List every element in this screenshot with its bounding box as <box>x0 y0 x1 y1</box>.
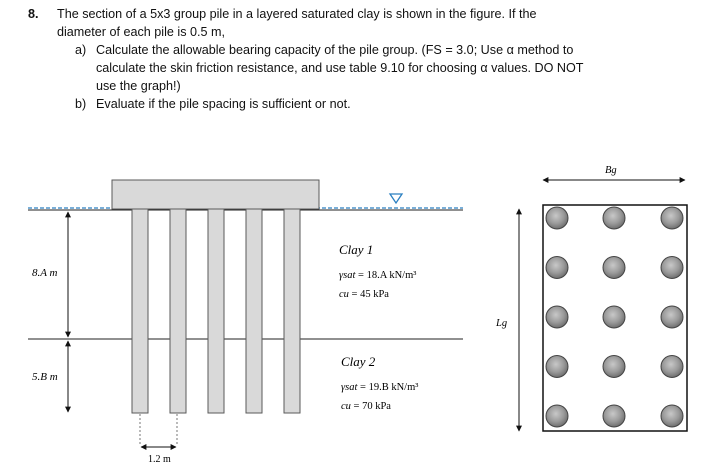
depth-label-layer1: 8.A m <box>32 267 58 279</box>
part-b-line-1: Evaluate if the pile spacing is sufficient or not. <box>96 97 351 111</box>
bg-label: Bg <box>605 165 617 176</box>
clay2-cu <box>341 401 391 412</box>
pile-1 <box>132 209 148 413</box>
plan-pile-r4-c1 <box>546 356 568 378</box>
plan-view <box>495 165 687 431</box>
pile-4 <box>246 209 262 413</box>
clay1-gamma-symbol: γsat <box>339 270 356 281</box>
clay1-name: Clay 1 <box>339 242 374 257</box>
section-view <box>28 180 463 465</box>
plan-pile-r2-c2 <box>603 257 625 279</box>
plan-pile-r4-c3 <box>661 356 683 378</box>
plan-pile-r3-c2 <box>603 306 625 328</box>
plan-pile-r1-c3 <box>661 207 683 229</box>
pile-3 <box>208 209 224 413</box>
clay2-gamma-value: = 19.B kN/m³ <box>357 382 419 393</box>
plan-pile-r5-c1 <box>546 405 568 427</box>
clay2-gamma <box>341 382 418 393</box>
plan-pile-r1-c1 <box>546 207 568 229</box>
plan-pile-r5-c3 <box>661 405 683 427</box>
depth-label-layer2: 5.B m <box>32 371 58 383</box>
clay1-cu-symbol: cu <box>339 289 349 300</box>
plan-pile-r5-c2 <box>603 405 625 427</box>
part-a-line-1: Calculate the allowable bearing capacity of the pile group. (FS = 3.0; Use α method to <box>96 43 574 57</box>
plan-pile-r4-c2 <box>603 356 625 378</box>
question-intro-line-1: The section of a 5x3 group pile in a layered saturated clay is shown in the figure. If the <box>57 7 537 21</box>
part-a-line-2: calculate the skin friction resistance, and use table 9.10 for choosing α values. DO NOT <box>96 61 584 75</box>
plan-pile-r2-c3 <box>661 257 683 279</box>
clay2-name: Clay 2 <box>341 354 376 369</box>
plan-pile-r1-c2 <box>603 207 625 229</box>
clay1-gamma <box>339 270 416 281</box>
piles-group <box>132 209 300 413</box>
part-a-marker: a) <box>75 43 87 57</box>
plan-pile-r3-c1 <box>546 306 568 328</box>
pile-5 <box>284 209 300 413</box>
question-number: 8. <box>28 7 39 21</box>
plan-pile-r3-c3 <box>661 306 683 328</box>
clay1-cu-value: = 45 kPa <box>348 289 389 300</box>
plan-pile-r2-c1 <box>546 257 568 279</box>
clay2-cu-value: = 70 kPa <box>350 401 391 412</box>
part-a-line-3: use the graph!) <box>96 79 181 93</box>
water-level-icon <box>390 194 402 203</box>
question-intro-line-2: diameter of each pile is 0.5 m, <box>57 25 225 39</box>
spacing-label: 1.2 m <box>148 454 171 465</box>
clay1-gamma-value: = 18.A kN/m³ <box>355 270 417 281</box>
pile-2 <box>170 209 186 413</box>
clay2-gamma-symbol: γsat <box>341 382 358 393</box>
clay2-cu-symbol: cu <box>341 401 351 412</box>
pile-cap <box>112 180 319 209</box>
lg-label: Lg <box>496 318 508 329</box>
part-b-marker: b) <box>75 97 87 111</box>
clay1-cu <box>339 289 389 300</box>
